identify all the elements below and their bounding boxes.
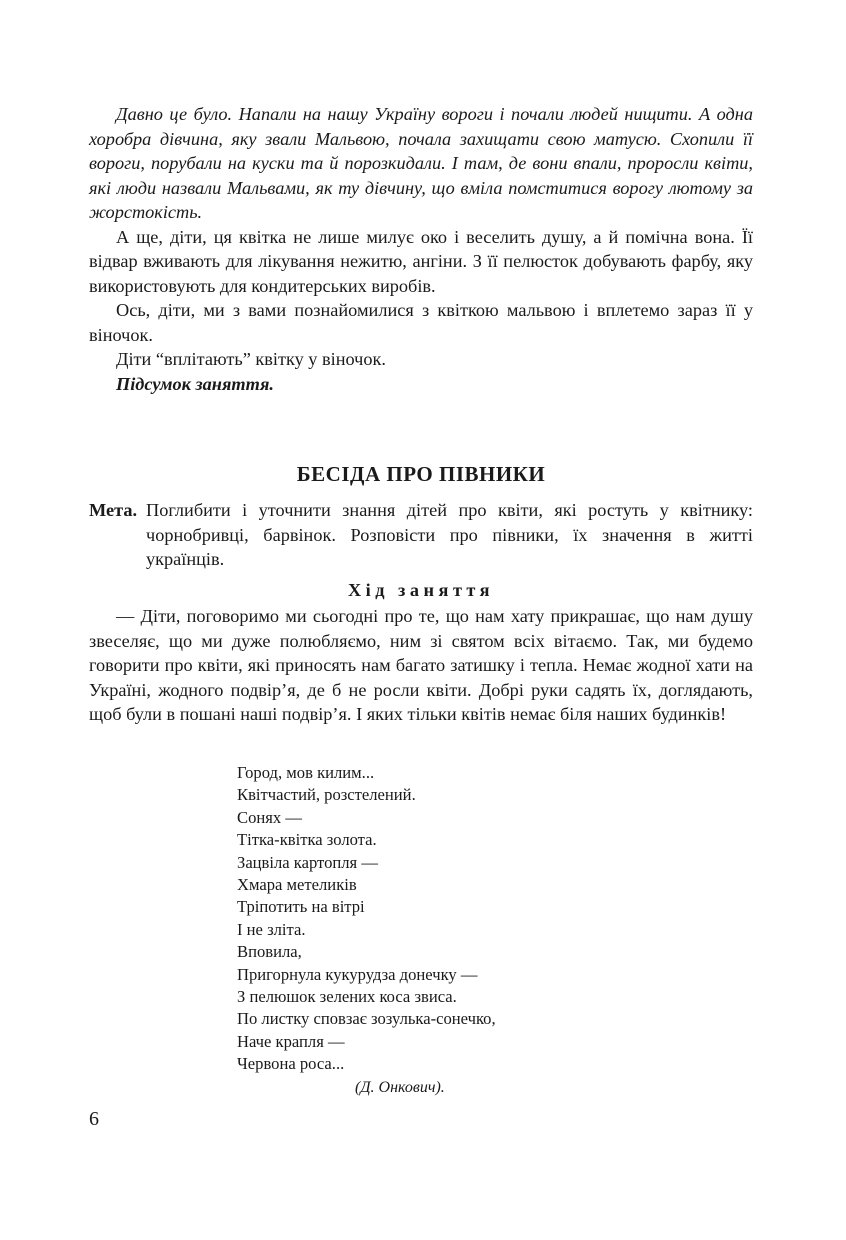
poem-line: Наче крапля — <box>237 1031 345 1051</box>
course-heading: Хід заняття <box>347 580 495 600</box>
poem-line: Червона роса... <box>237 1054 345 1074</box>
poem-line: Зацвіла картопля — <box>237 852 378 872</box>
page-number: 6 <box>89 1108 99 1130</box>
lesson-title: БЕСІДА ПРО ПІВНИКИ <box>296 462 546 486</box>
summary-label: Підсумок заняття. <box>116 373 275 394</box>
intro-paragraph-3: Діти “вплітають” квітку у віночок. <box>116 349 386 369</box>
lesson-goal <box>89 498 753 572</box>
poem-line: Квітчастий, розстелений. <box>237 785 416 805</box>
poem-line: Сонях — <box>237 807 302 827</box>
poem-line: Тітка-квітка золота. <box>237 830 377 850</box>
course-paragraph: — Діти, поговоримо ми сьогодні про те, що нам хату прикрашає, що нам душу звеселяє, що ми дуже полюбляємо, ним зі святом всіх вітаємо. Так, ми будемо говорити про квіти, які приносять нам багато затишку і тепла. Немає жодної хати на Україні, жодного подвір’я, де б не росли квіти. Добрі руки садять їх, доглядають, щоб були в пошані наші подвір’я. І яких тільки квітів немає біля наших будинків! <box>89 606 753 724</box>
poem-line: Пригорнула кукурудза донечку — <box>237 964 478 984</box>
poem-line: І не зліта. <box>237 919 306 939</box>
poem-line: По листку сповзає зозулька-сонечко, <box>237 1009 496 1029</box>
poem-author: (Д. Онкович). <box>355 1079 445 1096</box>
poem-line: Хмара метеликів <box>237 875 357 895</box>
intro-section <box>89 102 753 396</box>
poem-line: З пелюшок зелених коса звиса. <box>237 987 457 1007</box>
poem-line: Город, мов килим... <box>237 763 375 782</box>
legend-paragraph: Давно це було. Напали на нашу Україну вороги і почали людей нищити. А одна хоробра дівчина, яку звали Мальвою, почала захищати свою матусю. Схопили її вороги, порубали на куски та й порозкидали. І там, де вони впали, проросли квіти, які люди назвали Мальвами, як ту дівчину, що вміла помститися ворогу лютому за жорстокість. <box>89 104 753 222</box>
course-section <box>89 604 753 727</box>
poem-line: Тріпотить на вітрі <box>237 897 365 917</box>
goal-label: Мета. <box>89 500 138 520</box>
poem <box>237 762 496 1076</box>
poem-line: Вповила, <box>237 942 302 962</box>
intro-paragraph-1: А ще, діти, ця квітка не лише милує око і веселить душу, а й помічна вона. Її відвар вживають для лікування нежитю, ангіни. З її пелюсток добувають фарбу, яку використовують для кондитерських виробів. <box>89 226 753 296</box>
intro-paragraph-2: Ось, діти, ми з вами познайомилися з квіткою мальвою і вплетемо зараз її у віночок. <box>89 300 753 345</box>
goal-text: Поглибити і уточнити знання дітей про квіти, які ростуть у квітнику: чорнобривці, барвінок. Розповісти про півники, їх значення в житті українців. <box>146 500 753 569</box>
